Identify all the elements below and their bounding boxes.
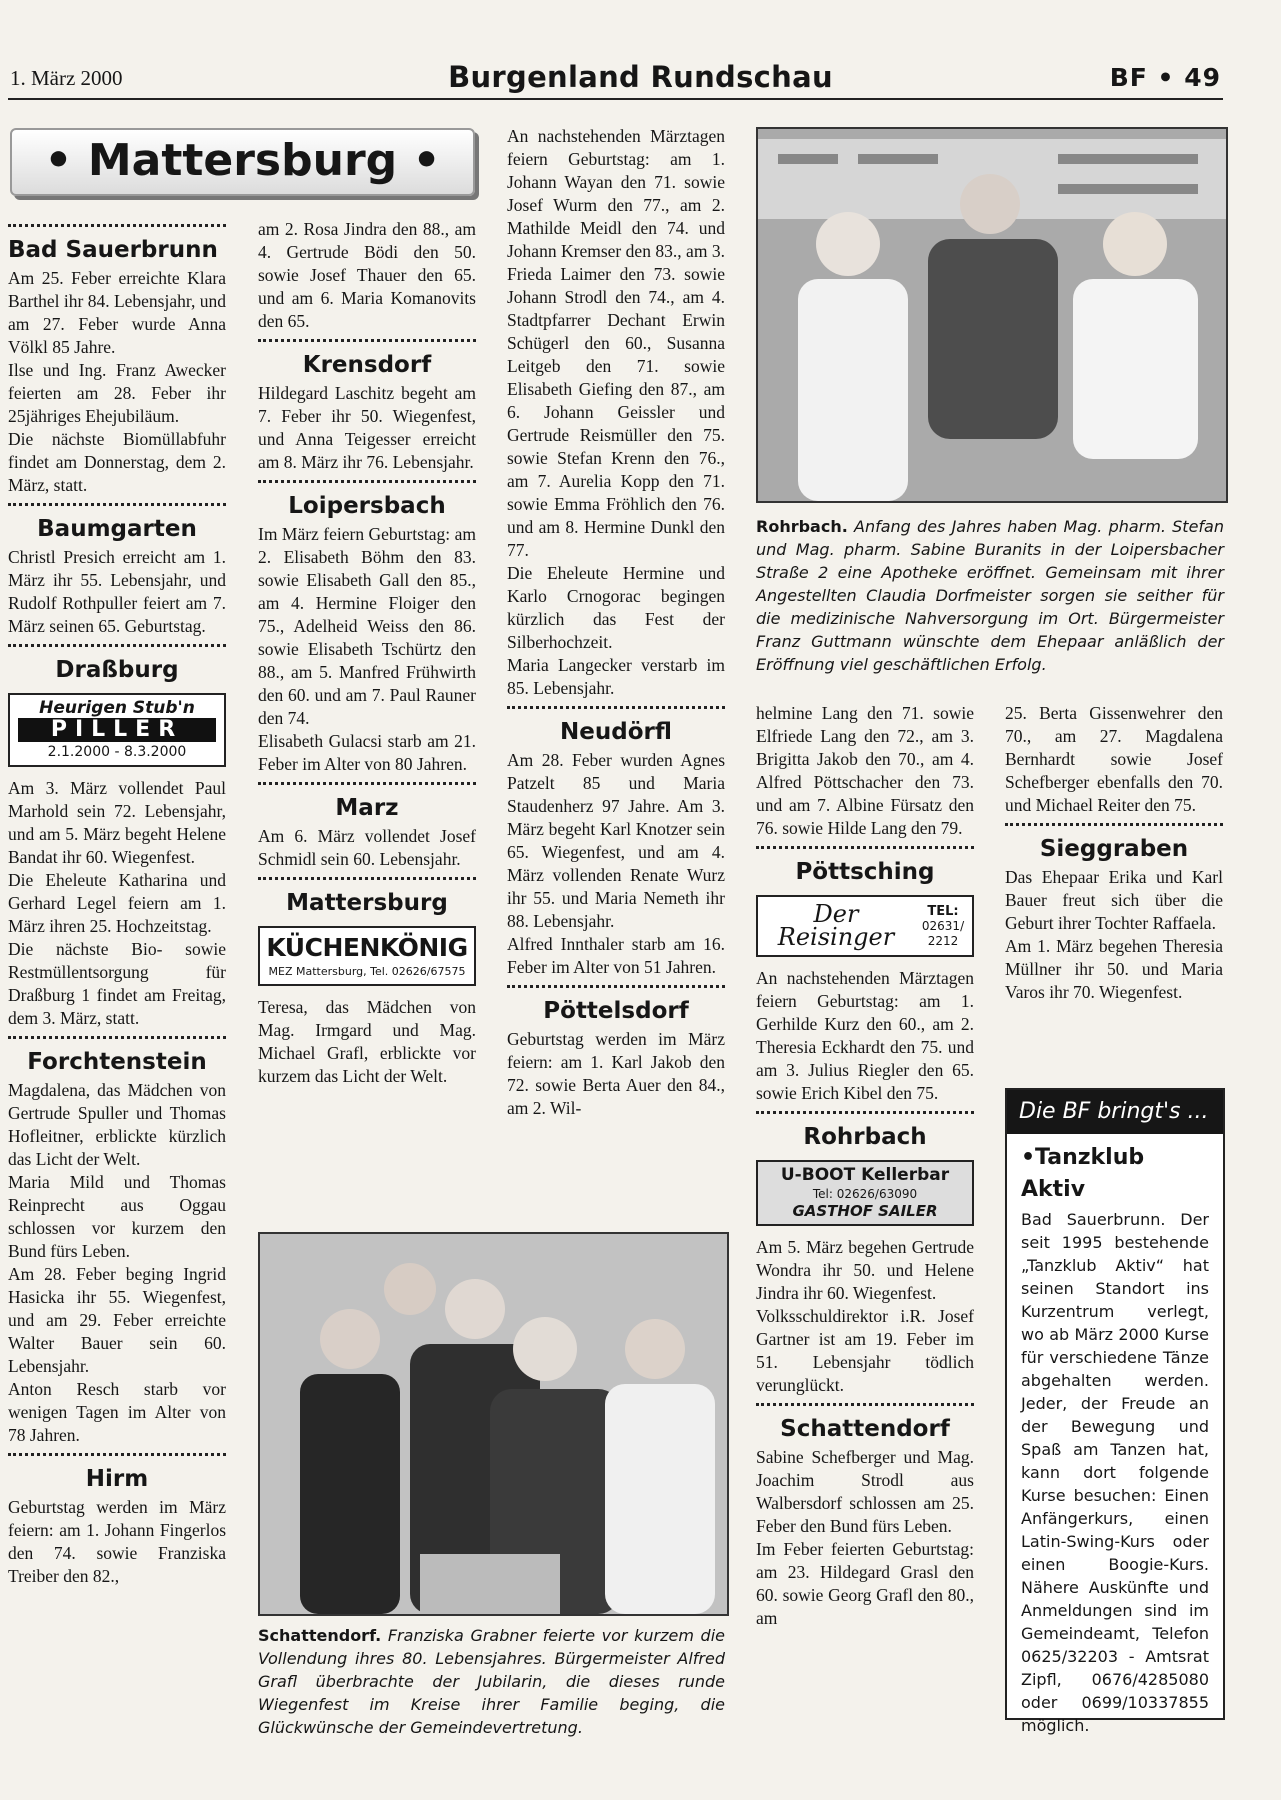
paragraph: Am 28. Feber beging Ingrid Hasicka ihr 55. Wiegenfest, und am 29. Feber erreichte Walter Bauer sein 60. Lebensjahr. (8, 1264, 226, 1376)
heading-neudoerfl: Neudörfl (560, 719, 672, 745)
paragraph: Christl Presich erreicht am 1. März ihr 55. Lebensjahr, und Rudolf Rothpuller feiert am 7. März seinen 65. Geburtstag. (8, 547, 226, 636)
info-box-text: Bad Sauerbrunn. Der seit 1995 bestehende „Tanzklub Aktiv“ hat seinen Standort ins Kurzentrum verlegt, wo ab März 2000 Kurse für verschiedene Tänze abgehalten werden. Jeder, der Freude an der Bewegung und Spaß am Tanzen hat, kann dort folgende Kurse besuchen: Einen Anfängerkurs, einen Latin-Swing-Kurs oder einen Boogie-Kurs. Nähere Auskünfte und Anmeldungen sind im Gemeindeamt, Telefon 0625/32203 - Amtsrat Zipfl, 0676/4285080 oder 0699/10337855 möglich. (1021, 1210, 1209, 1735)
heading-schattendorf: Schattendorf (780, 1416, 950, 1442)
column-2 (258, 218, 476, 1088)
divider (756, 1111, 974, 1114)
info-box-title: •Tanzklub Aktiv (1021, 1145, 1145, 1202)
heading-marz: Marz (335, 795, 399, 821)
heading-forchtenstein: Forchtenstein (27, 1049, 207, 1075)
paragraph: Im Feber feierten Geburtstag: am 23. Hildegard Grasl den 60. sowie Georg Grafl den 80., am (756, 1539, 974, 1628)
paragraph: Im März feiern Geburtstag: am 2. Elisabeth Böhm den 83. sowie Elisabeth Gall den 85., am 4. Hermine Floiger den 75., Adelheid Weiss den 86. sowie Elisabeth Tschürtz den 88., am 5. Manfred Frühwirth den 60. und am 7. Paul Rauner den 74. (258, 524, 476, 728)
heading-mattersburg: Mattersburg (286, 890, 448, 916)
heading-krensdorf: Krensdorf (302, 352, 432, 378)
column-3 (507, 125, 725, 1120)
paragraph: An nachstehenden Märztagen feiern Geburtstag: am 1. Johann Wayan den 71. sowie Josef Wurm den 77., am 2. Mathilde Meidl den 74. und Johann Kremser den 83., am 3. Frieda Laimer den 73. sowie Johann Strodl den 74., am 4. Stadtpfarrer Dechant Erwin Schügerl den 60., Susanna Leitgeb den 71. sowie Elisabeth Giefing den 87., am 6. Johann Geissler und Gertrude Reismüller den 75. sowie Stefan Krenn den 76., am 7. Aurelia Kopp den 71. sowie Emma Fröhlich den 76. und am 8. Hermine Dunkl den 77. (507, 126, 725, 560)
paragraph: Sabine Schefberger und Mag. Joachim Strodl aus Walbersdorf schlossen am 25. Feber den Bund fürs Leben. (756, 1447, 974, 1536)
paragraph: Magdalena, das Mädchen von Gertrude Spuller und Thomas Hofleitner, erblickte kürzlich das Licht der Welt. (8, 1080, 226, 1169)
paragraph: helmine Lang den 71. sowie Elfriede Lang den 72., am 3. Brigitta Jakob den 70., am 4. Alfred Pöttschacher den 73. und am 7. Albine Fürsatz den 76. sowie Hilde Lang den 79. (756, 703, 974, 838)
paragraph: Die nächste Bio- sowie Restmüllentsorgung für Draßburg 1 findet am Freitag, dem 3. März, statt. (8, 939, 226, 1028)
paragraph: Die nächste Biomüllabfuhr findet am Donnerstag, dem 2. März, statt. (8, 429, 226, 495)
paragraph: Am 1. März begehen Theresia Müllner ihr 50. und Maria Varos ihr 70. Wiegenfest. (1005, 936, 1223, 1002)
paragraph: am 2. Rosa Jindra den 88., am 4. Gertrude Bödi den 50. sowie Josef Thauer den 65. und am 6. Maria Komanovits den 65. (258, 219, 476, 331)
paragraph: Teresa, das Mädchen von Mag. Irmgard und Mag. Michael Grafl, erblickte vor kurzem das Licht der Welt. (258, 997, 476, 1086)
divider (756, 846, 974, 849)
paragraph: Geburtstag werden im März feiern: am 1. Karl Jakob den 72. sowie Berta Auer den 84., am 2. Wil- (507, 1029, 725, 1118)
divider (756, 1403, 974, 1406)
heading-sieggraben: Sieggraben (1039, 836, 1189, 862)
divider (258, 782, 476, 785)
paragraph: Am 6. März vollendet Josef Schmidl sein 60. Lebensjahr. (258, 826, 476, 869)
paragraph: Die Eheleute Hermine und Karlo Crnogorac begingen kürzlich das Fest der Silberhochzeit. (507, 563, 725, 652)
divider (258, 339, 476, 342)
divider (8, 1453, 226, 1456)
paragraph: Maria Langecker verstarb im 85. Lebensjahr. (507, 655, 725, 698)
paragraph: 25. Berta Gissenwehrer den 70., am 27. Magdalena Bernhardt sowie Josef Schefberger ebenfalls den 70. und Michael Reiter den 75. (1005, 703, 1223, 815)
heading-baumgarten: Baumgarten (37, 516, 197, 542)
photo-pharmacy-caption: Rohrbach. Anfang des Jahres haben Mag. pharm. Stefan und Mag. pharm. Sabine Buranits in der Loipersbacher Straße 2 eine Apotheke eröffnet. Gemeinsam mit ihrer Angestellten Claudia Dorfmeister sorgen sie seither für die medizinische Nahversorgung im Ort. Bürgermeister Franz Guttmann wünschte dem Ehepaar anläßlich der Eröffnung viel geschäftlichen Erfolg. (756, 517, 1224, 674)
divider (507, 706, 725, 709)
divider (258, 480, 476, 483)
divider (8, 224, 226, 227)
heading-poettsching: Pöttsching (795, 859, 935, 885)
info-box-tanzklub (1005, 1088, 1225, 1735)
column-1 (8, 218, 226, 1588)
info-box-header: Die BF bringt's ... (1007, 1090, 1223, 1134)
photo-family (258, 1232, 729, 1616)
heading-loipersbach: Loipersbach (288, 493, 446, 519)
paragraph: Volksschuldirektor i.R. Josef Gartner ist am 19. Feber im 51. Lebensjahr tödlich verunglückt. (756, 1306, 974, 1395)
divider (8, 503, 226, 506)
divider (507, 985, 725, 988)
divider (8, 644, 226, 647)
photo-pharmacy (756, 127, 1228, 503)
ad-u-boot-kellerbar: U-BOOT Kellerbar Tel: 02626/63090 GASTHOF SAILER (756, 1160, 974, 1226)
paragraph: Anton Resch starb vor wenigen Tagen im Alter von 78 Jahren. (8, 1379, 226, 1445)
photo-pharmacy-illustration (758, 129, 1226, 501)
paragraph: Am 3. März vollendet Paul Marhold sein 72. Lebensjahr, und am 5. März begeht Helene Bandat ihr 60. Wiegenfest. (8, 778, 226, 867)
divider (1005, 823, 1223, 826)
section-banner: • Mattersburg • (10, 128, 475, 196)
paragraph: Elisabeth Gulacsi starb am 21. Feber im Alter von 80 Jahren. (258, 731, 476, 774)
paragraph: Das Ehepaar Erika und Karl Bauer freut sich über die Geburt ihrer Tochter Raffaela. (1005, 867, 1223, 933)
paragraph: Hildegard Laschitz begeht am 7. Feber ihr 50. Wiegenfest, und Anna Teigesser erreicht am 8. März ihr 76. Lebensjahr. (258, 383, 476, 472)
issue-date: 1. März 2000 (10, 66, 123, 90)
heading-hirm: Hirm (85, 1466, 149, 1492)
heading-bad-sauerbrunn: Bad Sauerbrunn (8, 237, 218, 263)
photo-family-illustration (260, 1234, 727, 1614)
paragraph: Maria Mild und Thomas Reinprecht aus Oggau schlossen vor kurzem den Bund fürs Leben. (8, 1172, 226, 1261)
divider (258, 877, 476, 880)
paragraph: Ilse und Ing. Franz Awecker feierten am 28. Feber ihr 25jähriges Ehejubiläum. (8, 360, 226, 426)
ad-heurigen-stubn: Heurigen Stub'n PILLER 2.1.2000 - 8.3.2000 (8, 693, 226, 767)
column-5 (1005, 702, 1223, 1004)
page-number: BF • 49 (1109, 63, 1221, 92)
paragraph: An nachstehenden Märztagen feiern Geburtstag: am 1. Gerhilde Kurz den 60., am 2. Theresia Eckhardt den 75. und am 3. Julius Riegler den 65. sowie Erich Kibel den 75. (756, 968, 974, 1103)
paragraph: Am 5. März begehen Gertrude Wondra ihr 50. und Helene Jindra ihr 60. Wiegenfest. (756, 1237, 974, 1303)
paragraph: Alfred Innthaler starb am 16. Feber im Alter von 51 Jahren. (507, 934, 725, 977)
newspaper-title: Burgenland Rundschau (448, 60, 833, 94)
paragraph: Am 25. Feber erreichte Klara Barthel ihr 84. Lebensjahr, und am 27. Feber wurde Anna Völkl 85 Jahre. (8, 268, 226, 357)
column-4 (756, 702, 974, 1630)
ad-reisinger: Der Reisinger TEL: 02631/ 2212 (756, 895, 974, 957)
paragraph: Geburtstag werden im März feiern: am 1. Johann Fingerlos den 74. sowie Franziska Treiber den 82., (8, 1497, 226, 1586)
paragraph: Am 28. Feber wurden Agnes Patzelt 85 und Maria Staudenherz 97 Jahre. Am 3. März begeht Karl Knotzer sein 65. Wiegenfest, und am 4. März vollenden Renate Wurz ihr 55. und Maria Nemeth ihr 88. Lebensjahr. (507, 750, 725, 931)
divider (8, 1036, 226, 1039)
ad-kuechenkoenig: KÜCHENKÖNIG MEZ Mattersburg, Tel. 02626/67575 (258, 926, 476, 986)
heading-poettelsdorf: Pöttelsdorf (543, 998, 689, 1024)
heading-rohrbach: Rohrbach (803, 1124, 927, 1150)
paragraph: Die Eheleute Katharina und Gerhard Legel feiern am 1. März ihren 25. Hochzeitstag. (8, 870, 226, 936)
header-rule (8, 98, 1223, 100)
photo-family-caption: Schattendorf. Franziska Grabner feierte vor kurzem die Vollendung ihres 80. Lebensjahres. Bürgermeister Alfred Grafl überbrachte der Jubilarin, die dieses runde Wiegenfest im Kreise ihrer Familie beging, die Glückwünsche der Gemeindevertretung. (258, 1626, 725, 1737)
heading-drassburg: Draßburg (55, 657, 179, 683)
